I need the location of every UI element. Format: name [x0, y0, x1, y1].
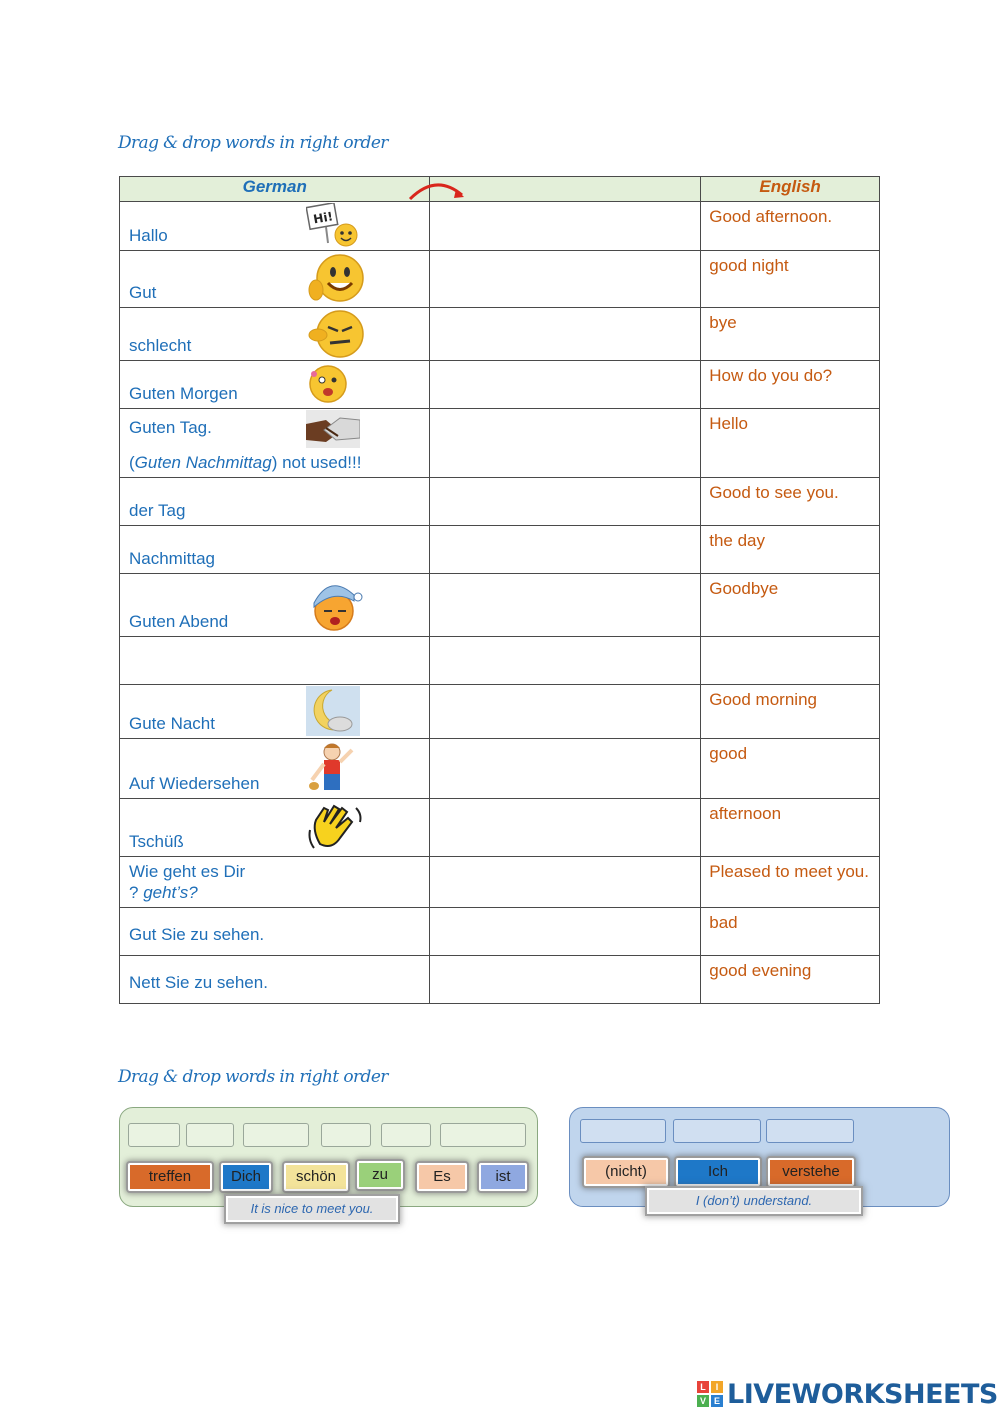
answer-slot[interactable] — [440, 1123, 526, 1147]
section-title: Drag & drop words in right order — [118, 133, 388, 153]
drop-zone[interactable] — [430, 308, 701, 361]
vocabulary-table — [119, 176, 880, 1004]
logo-letter: I — [711, 1381, 723, 1393]
english-word[interactable]: bye — [701, 308, 880, 361]
word-tile-verstehe[interactable]: verstehe — [768, 1158, 854, 1186]
translation-hint: I (don’t) understand. — [647, 1188, 861, 1214]
english-word[interactable]: bad — [701, 908, 880, 956]
drop-zone[interactable] — [430, 526, 701, 574]
english-word[interactable]: afternoon — [701, 799, 880, 857]
answer-slot[interactable] — [766, 1119, 854, 1143]
german-cell — [120, 409, 430, 478]
german-cell — [120, 361, 430, 409]
table-row — [120, 308, 880, 361]
unhappy-emoji-icon — [306, 309, 370, 359]
german-word: Wie geht es Dir — [129, 862, 246, 881]
table-row — [120, 739, 880, 799]
english-word[interactable]: good night — [701, 251, 880, 308]
german-word: Gut Sie zu sehen. — [129, 925, 265, 944]
word-tile-dich[interactable]: Dich — [221, 1163, 271, 1191]
german-cell — [120, 251, 430, 308]
german-cell — [120, 857, 430, 908]
curved-arrow-icon — [406, 179, 470, 201]
logo-grid-icon — [697, 1381, 723, 1407]
table-row — [120, 908, 880, 956]
english-word[interactable]: Hello — [701, 409, 880, 478]
table-row — [120, 574, 880, 637]
table-row — [120, 857, 880, 908]
answer-slot[interactable] — [321, 1123, 371, 1147]
drop-zone[interactable] — [430, 739, 701, 799]
german-word: Nachmittag — [129, 549, 215, 568]
english-word[interactable]: Good afternoon. — [701, 202, 880, 251]
hi-sign-emoji-icon — [306, 203, 362, 249]
table-row — [120, 478, 880, 526]
logo-letter: L — [697, 1381, 709, 1393]
german-cell — [120, 478, 430, 526]
note-italic: Guten Nachmittag — [134, 453, 272, 472]
drop-zone[interactable] — [430, 908, 701, 956]
drop-zone[interactable] — [430, 857, 701, 908]
drop-zone[interactable] — [430, 251, 701, 308]
logo-letter: E — [711, 1395, 723, 1407]
table-row — [120, 251, 880, 308]
german-word: der Tag — [129, 501, 186, 520]
word-tile-ist[interactable]: ist — [479, 1163, 527, 1191]
german-word: Tschüß — [129, 832, 184, 851]
note-rest: ) not used!!! — [271, 453, 362, 472]
word-tile-nicht[interactable]: (nicht) — [584, 1158, 668, 1186]
german-cell — [120, 637, 430, 685]
german-cell — [120, 574, 430, 637]
note-open: ( — [129, 453, 135, 472]
waving-hand-icon — [306, 800, 364, 854]
sleepy-emoji-icon — [306, 575, 366, 633]
german-word: Auf Wiedersehen — [129, 774, 260, 793]
english-word[interactable]: Goodbye — [701, 574, 880, 637]
german-cell — [120, 739, 430, 799]
sentence-exercise-2 — [569, 1107, 950, 1207]
table-row — [120, 202, 880, 251]
german-cell — [120, 799, 430, 857]
waving-boy-icon — [306, 740, 358, 796]
word-tile-es[interactable]: Es — [417, 1163, 467, 1191]
german-word: Gute Nacht — [129, 714, 215, 733]
header-german — [120, 177, 430, 202]
drop-zone[interactable] — [430, 799, 701, 857]
logo-letter: V — [697, 1395, 709, 1407]
happy-emoji-icon — [306, 252, 370, 306]
drop-zone[interactable] — [430, 478, 701, 526]
word-tile-treffen[interactable]: treffen — [128, 1163, 212, 1191]
german-cell — [120, 308, 430, 361]
english-word[interactable]: Good morning — [701, 685, 880, 739]
table-row — [120, 361, 880, 409]
english-word[interactable]: good evening — [701, 956, 880, 1004]
liveworksheets-logo — [697, 1378, 998, 1410]
note-open: ? — [129, 883, 144, 902]
morning-emoji-icon — [306, 362, 356, 406]
header-middle — [430, 177, 701, 202]
german-cell — [120, 685, 430, 739]
german-word: Guten Morgen — [129, 384, 238, 403]
table-row — [120, 637, 880, 685]
word-tile-schoen[interactable]: schön — [284, 1163, 348, 1191]
german-cell — [120, 526, 430, 574]
drop-zone[interactable] — [430, 202, 701, 251]
answer-slot[interactable] — [128, 1123, 180, 1147]
english-word[interactable]: How do you do? — [701, 361, 880, 409]
drop-zone[interactable] — [430, 574, 701, 637]
drop-zone[interactable] — [430, 409, 701, 478]
english-word[interactable]: good — [701, 739, 880, 799]
table-row — [120, 956, 880, 1004]
table-row — [120, 685, 880, 739]
german-word: Guten Abend — [129, 612, 229, 631]
german-note — [129, 880, 198, 905]
german-cell — [120, 908, 430, 956]
german-word: Gut — [129, 283, 157, 302]
drop-zone[interactable] — [430, 685, 701, 739]
note-italic: geht’s? — [143, 883, 198, 902]
table-row — [120, 409, 880, 478]
header-english: English — [701, 177, 880, 202]
table-row — [120, 799, 880, 857]
word-tile-zu[interactable]: zu — [357, 1161, 403, 1189]
german-cell — [120, 956, 430, 1004]
translation-hint: It is nice to meet you. — [226, 1196, 398, 1222]
answer-slot[interactable] — [580, 1119, 666, 1143]
sentence-exercise-1 — [119, 1107, 538, 1216]
german-word: Hallo — [129, 226, 168, 245]
german-cell — [120, 202, 430, 251]
german-word: Nett Sie zu sehen. — [129, 973, 268, 992]
english-word[interactable]: the day — [701, 526, 880, 574]
moon-icon — [306, 686, 360, 736]
drop-zone[interactable] — [430, 637, 701, 685]
answer-slot[interactable] — [381, 1123, 431, 1147]
table-row — [120, 526, 880, 574]
drop-zone[interactable] — [430, 361, 701, 409]
english-word[interactable]: Good to see you. — [701, 478, 880, 526]
header-german-label: German — [242, 177, 307, 196]
answer-slot[interactable] — [186, 1123, 234, 1147]
table-header-row — [120, 177, 880, 202]
section-title: Drag & drop words in right order — [118, 1067, 388, 1087]
handshake-icon — [306, 410, 360, 448]
german-note — [129, 450, 361, 475]
english-word[interactable]: Pleased to meet you. — [701, 857, 880, 908]
svg-text:Hi!: Hi! — [312, 209, 335, 227]
drop-zone[interactable] — [430, 956, 701, 1004]
german-word: Guten Tag. — [129, 418, 212, 437]
answer-slot[interactable] — [243, 1123, 309, 1147]
logo-text: LIVEWORKSHEETS — [727, 1378, 998, 1410]
german-word: schlecht — [129, 336, 192, 355]
answer-slot[interactable] — [673, 1119, 761, 1143]
word-tile-ich[interactable]: Ich — [676, 1158, 760, 1186]
english-word[interactable] — [701, 637, 880, 685]
